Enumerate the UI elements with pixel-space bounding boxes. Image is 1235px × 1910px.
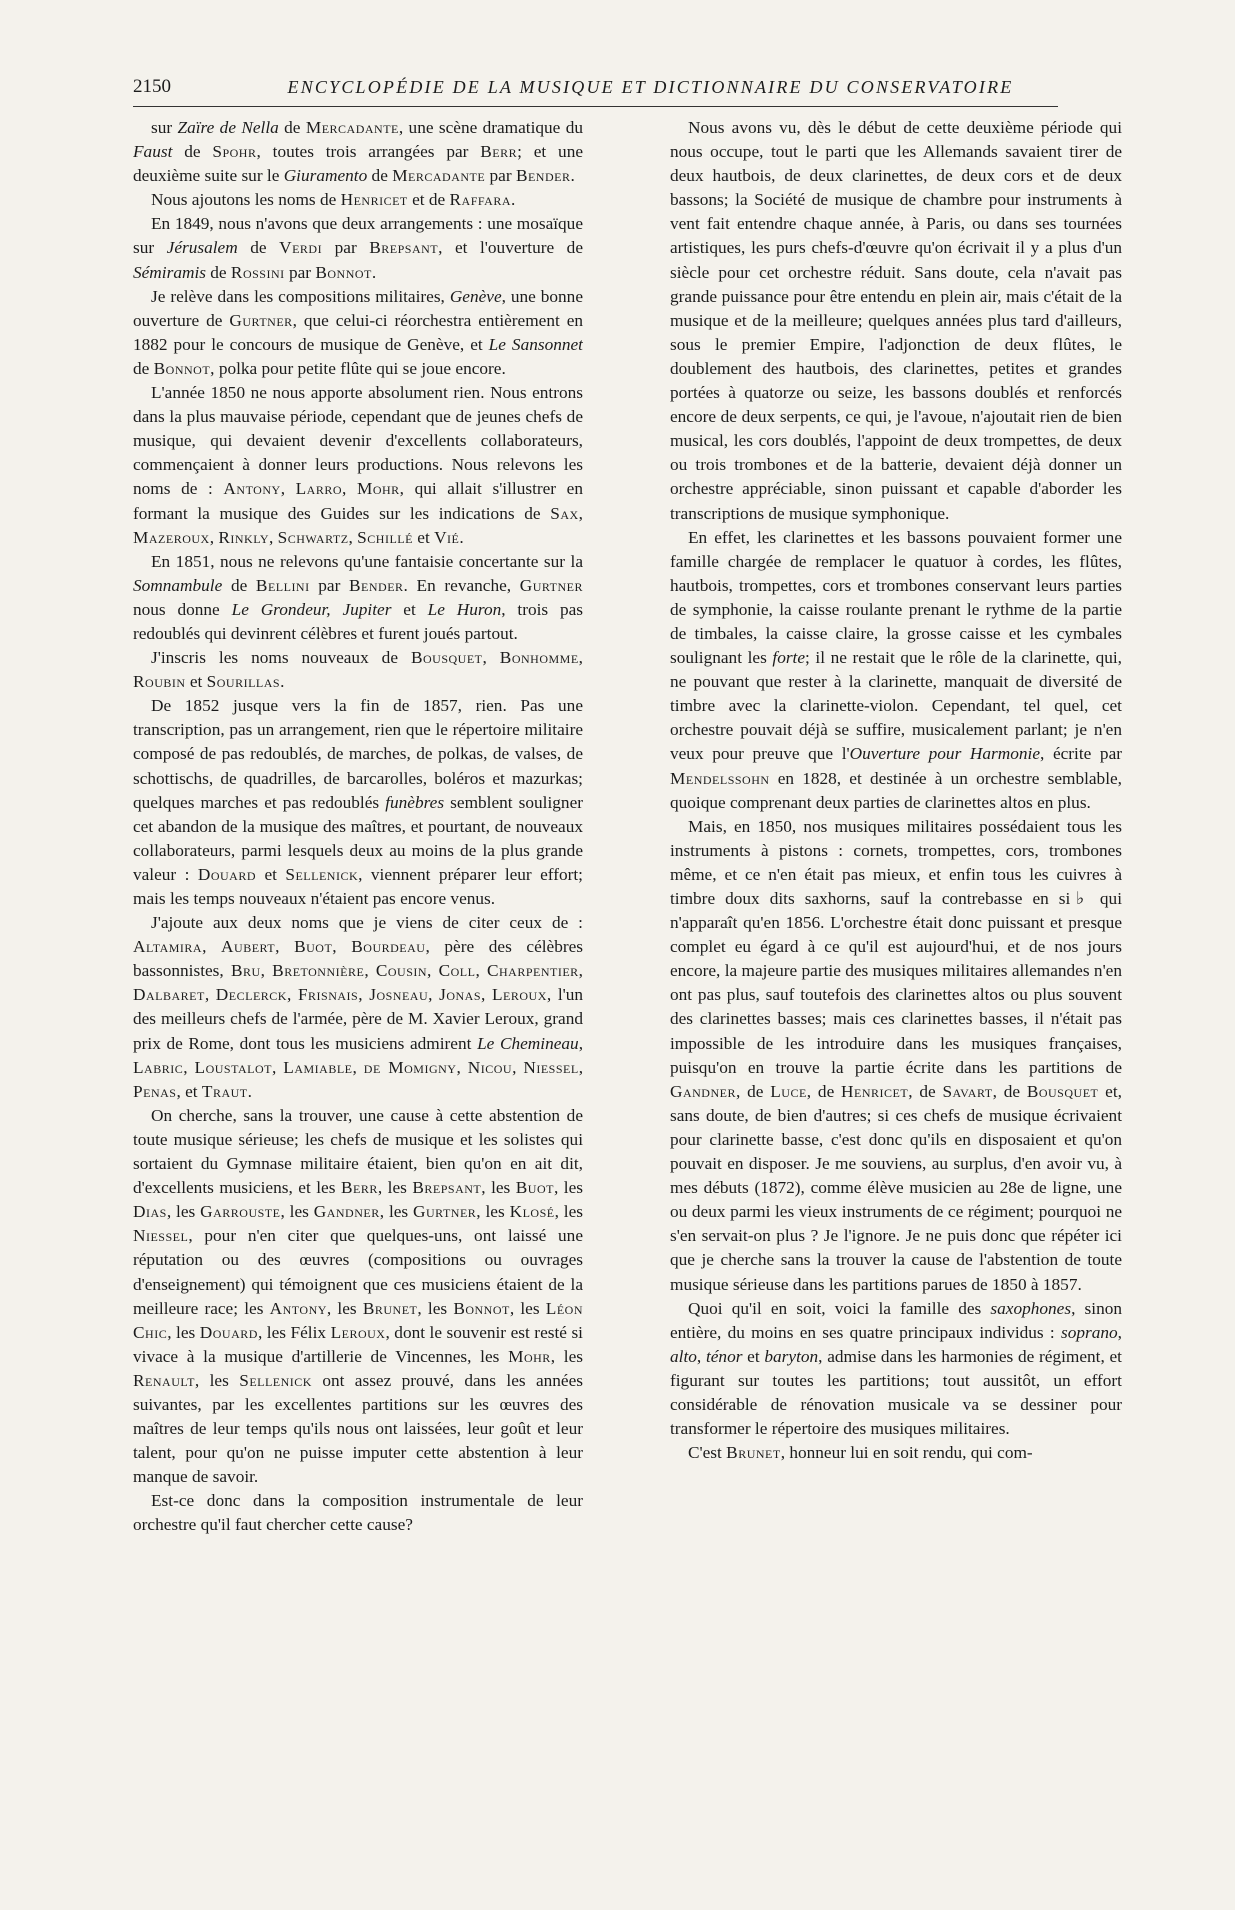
text-run: , (481, 985, 492, 1005)
proper-name: Gurtner (519, 575, 583, 595)
text-run: , (456, 1057, 468, 1077)
proper-name: Bonhomme (499, 648, 579, 668)
proper-name: Spohr (212, 142, 257, 162)
text-run: Quoi qu'il en soit, voici la famille des (688, 1298, 991, 1318)
right-column (670, 116, 1122, 1896)
proper-name: Rinkly (218, 527, 269, 547)
italic-title: saxophones (990, 1298, 1072, 1318)
proper-name: Douard (199, 1322, 258, 1342)
proper-name: Douard (197, 864, 257, 884)
text-run: de (133, 358, 154, 378)
text-run: de (237, 238, 280, 258)
text-run: En effet, les clarinettes et les bassons pouvaient former une famille chargée de remplacer le quatuor à cordes, les flûtes, hautbois, trompettes, cors et trombones conservant leurs parties de symphonie, la caisse roulante prenant le rythme de la partie de timbales, la caisse claire, la grosse caisse et les cymbales soulignant les (670, 527, 1122, 668)
proper-name: Bender (349, 575, 404, 595)
proper-name: Raffara (449, 190, 511, 210)
proper-name: Luce (770, 1081, 807, 1101)
proper-name: Gurtner (229, 310, 293, 330)
text-run: , les (379, 1202, 414, 1222)
paragraph (133, 1489, 583, 1537)
proper-name: Niessel (523, 1057, 579, 1077)
italic-title: Zaïre de Nella (177, 118, 279, 137)
text-run: , (428, 985, 440, 1005)
text-run: J'inscris les noms nouveaux de (151, 648, 411, 668)
proper-name: Coll (438, 961, 476, 981)
proper-name: Jonas (439, 985, 482, 1005)
paragraph (133, 116, 583, 188)
text-run: Je relève dans les compositions militaires, (151, 286, 450, 306)
text-run: . (280, 672, 285, 692)
text-run: Nous ajoutons les noms de (151, 190, 341, 210)
proper-name: Leroux (330, 1322, 386, 1342)
text-run: , (271, 1057, 284, 1077)
text-run: On cherche, sans la trouver, une cause à cette abstention de toute musique sérieuse; les chefs de musique et les solistes qui sortaient du Gymnase militaire étaient, bien qu'on en ait dit, d'excellents musiciens, et les (133, 1105, 583, 1198)
text-run: L'année 1850 ne nous apporte absolument rien. Nous entrons dans la plus mauvaise période, cependant que de jeunes chefs de musique, qui devaient devenir d'excellents collaborateurs, commençaient à donner leurs productions. Nous relevons les noms de : (133, 383, 583, 499)
italic-title: baryton (764, 1346, 819, 1366)
italic-title: Genève (449, 286, 502, 306)
page-header (133, 76, 1058, 107)
text-run: de (205, 262, 231, 282)
text-run: , les (167, 1322, 200, 1342)
italic-title: forte (772, 648, 806, 668)
proper-name: Mercadante (392, 166, 486, 186)
proper-name: Josneau (369, 985, 429, 1005)
text-run: par (309, 575, 350, 595)
italic-title: Somnambule (133, 575, 223, 595)
paragraph (670, 526, 1122, 815)
text-run: , (280, 479, 296, 499)
proper-name: Bonnot (315, 262, 372, 282)
text-run: . (511, 190, 516, 210)
italic-title: Le Sansonnet (488, 334, 583, 354)
text-run: , (204, 985, 216, 1005)
text-run: , de (806, 1081, 842, 1101)
text-run: , les (553, 1178, 583, 1198)
proper-name: Schwartz (277, 527, 349, 547)
proper-name: Frisnais (297, 985, 359, 1005)
running-title: ENCYCLOPÉDIE DE LA MUSIQUE ET DICTIONNAIRE DU CONSERVATOIRE (287, 77, 1014, 97)
paragraph (133, 911, 583, 1104)
text-run: , une bonne ouverture de (133, 286, 583, 330)
text-run: , (512, 1057, 524, 1077)
proper-name: Leroux (492, 985, 547, 1005)
text-run: , (578, 648, 583, 668)
text-run: , (209, 527, 219, 547)
proper-name: Antony (269, 1298, 327, 1318)
text-run: par (322, 238, 370, 258)
text-run: . (570, 166, 575, 186)
proper-name: Antony (223, 479, 281, 499)
proper-name: Brepsant (412, 1178, 482, 1198)
text-run: , (342, 479, 357, 499)
text-run: , (260, 961, 273, 981)
text-run: nous donne (133, 599, 232, 619)
proper-name: Sax (550, 503, 579, 523)
text-run: , l'un des meilleurs chefs de l'armée, père de M. Xavier Leroux, grand prix de Rome, dont tous les musiciens admirent (133, 985, 583, 1053)
italic-title: ténor (705, 1346, 743, 1366)
proper-name: Declerck (215, 985, 287, 1005)
text-run: , les (326, 1298, 363, 1318)
paragraph (133, 285, 583, 381)
paragraph (133, 646, 583, 694)
text-run: , sinon entière, du moins en ses quatre principaux individus : (670, 1298, 1122, 1342)
italic-title: Le Huron (427, 599, 502, 619)
proper-name: Bousquet (410, 648, 483, 668)
proper-name: Mohr (508, 1346, 551, 1366)
text-run: , (427, 961, 439, 981)
italic-title: funèbres (385, 792, 445, 812)
text-run: , pour n'en citer que quelques-uns, ont laissé une réputation ou des œuvres (compositions ou ouvrages d'enseignement) qui témoignent que ces musiciens étaient de la meilleure race; les (133, 1226, 583, 1318)
text-run: Nous avons vu, dès le début de cette deuxième période qui nous occupe, tout le parti que les Allemands savaient tirer de deux hautbois, de deux clarinettes, de deux cors et de deux bassons; la Société de musique de chambre pour instruments à vent fait entendre chaque année, à Paris, ou dans ses tournées artistiques, les purs chefs-d'œuvre qu'on écrivait il y a plus d'un siècle pour cet orchestre réduit. Sans doute, cela n'avait pas grande puissance pour être entendu en plein air, mais c'était de la musique et de la meilleure; quelques années plus tard d'ailleurs, sous le premier Empire, l'adjonction de deux flûtes, le doublement des hautbois, des clarinettes, petites et grandes portées à quatorze ou seize, les bassons doublés et renforcés encore de deux serpents, ce qui, je l'avoue, n'ajoutait rien de bien musical, les cors doublés, l'appoint de deux trompettes, de deux ou trois trombones et de la batterie, devaient déjà donner un orchestre appréciable, sinon puissant et capable d'aborder les transcriptions de musique symphonique. (670, 118, 1122, 523)
proper-name: Mazeroux (133, 527, 210, 547)
proper-name: Cousin (375, 961, 428, 981)
proper-name: Penas (133, 1081, 177, 1101)
text-run: semblent souligner cet abandon de la musique des maîtres, et pourtant, de nouveaux collaborateurs, parmi lesquels deux au moins de la plus grande valeur : (133, 792, 583, 884)
proper-name: Sellenick (285, 864, 359, 884)
paragraph (133, 550, 583, 646)
proper-name: Labric (133, 1057, 184, 1077)
proper-name: Berr (340, 1178, 378, 1198)
text-run: , trois pas redoublés qui devinrent célèbres et furent joués partout. (133, 599, 583, 643)
proper-name: Klosé (509, 1202, 555, 1222)
proper-name: Sourillas (206, 672, 281, 692)
text-run: et (742, 1346, 765, 1366)
text-run: , (183, 1057, 195, 1077)
text-run: , père des célèbres bassonnistes, (133, 937, 583, 981)
proper-name: Lamiable (283, 1057, 353, 1077)
text-run: De 1852 jusque vers la fin de 1857, rien. Pas une transcription, pas un arrangement, rien que le répertoire militaire composé de pas redoublés, de marches, de polkas, de valses, de schottischs, de quadrilles, de barcarolles, boléros et mazurkas; quelques marches et pas redoublés (133, 696, 583, 812)
text-run: , et (176, 1081, 202, 1101)
text-run: , de (735, 1081, 771, 1101)
text-run: , (364, 961, 376, 981)
proper-name: Sellenick (239, 1370, 312, 1390)
text-run: , (578, 1057, 583, 1077)
proper-name: Charpentier (486, 961, 579, 981)
text-run: et (391, 599, 428, 619)
paragraph (133, 381, 583, 550)
proper-name: Dalbaret (133, 985, 205, 1005)
text-run: , (275, 937, 295, 957)
text-run: , de (908, 1081, 943, 1101)
proper-name: Gurtner (413, 1202, 477, 1222)
text-run: , (475, 961, 487, 981)
text-run: , (696, 1346, 706, 1366)
proper-name: Nicou (467, 1057, 513, 1077)
italic-title: alto (670, 1346, 697, 1366)
text-run: ont assez prouvé, dans les années suivantes, par les excellentes partitions sur les œuvres des maîtres de leur temps qu'ils nous ont laissées, leur goût et leur talent, pour qu'on ne puisse imputer cette abstention à leur manque de savoir. (133, 1370, 583, 1487)
text-run: , écrite par (1040, 744, 1122, 764)
proper-name: Brunet (362, 1298, 418, 1318)
text-run: ; et une deuxième suite sur le (133, 142, 583, 186)
text-run: , (332, 937, 352, 957)
proper-name: Garrouste (200, 1202, 281, 1222)
text-run: , dont le souvenir est resté si vivace à la musique d'artillerie de Vincennes, les (133, 1322, 583, 1366)
text-run: , (358, 985, 370, 1005)
proper-name: Bender (515, 166, 571, 186)
text-run: , les (417, 1298, 454, 1318)
text-run: C'est (688, 1443, 727, 1463)
proper-name: Bonnot (453, 1298, 510, 1318)
italic-title: soprano (1061, 1322, 1118, 1342)
text-run: et (412, 527, 435, 547)
text-run: , admise dans les harmonies de régiment, et figurant sur toutes les partitions; tout aussitôt, un effort considérable de rénovation musicale va se dessiner pour transformer le répertoire des musiques militaires. (670, 1346, 1122, 1439)
text-run: , une scène dramatique du (398, 118, 583, 137)
paragraph (670, 1441, 1122, 1465)
text-run: ; il ne restait que le rôle de la clarinette, qui, ne pouvant que rester à la clarinette, manquait de diversité de timbre avec la clarinette-violon. Cependant, tel quel, cet orchestre pouvait déjà se suffire, musicalement parlant; je n'en veux pour preuve que l' (670, 648, 1122, 764)
text-run: , (578, 503, 583, 523)
text-run: Est-ce donc dans la composition instrumentale de leur orchestre qu'il faut chercher cette cause? (133, 1491, 583, 1535)
text-run: , (269, 527, 278, 547)
proper-name: Loustalot (194, 1057, 272, 1077)
proper-name: Buot (294, 937, 333, 957)
text-run: , honneur lui en soit rendu, qui com- (780, 1443, 1033, 1463)
text-run: . (247, 1081, 252, 1101)
text-run: et (256, 864, 286, 884)
proper-name: Bourdeau (351, 937, 426, 957)
proper-name: Mendelssohn (670, 768, 770, 788)
text-run: par (284, 262, 316, 282)
text-run: , (578, 1033, 583, 1053)
text-run: , les (194, 1370, 240, 1390)
italic-title: Le Grondeur, Jupiter (231, 599, 392, 619)
text-run: sur (151, 118, 178, 137)
proper-name: Bellini (255, 575, 310, 595)
text-run: . En revanche, (403, 575, 520, 595)
proper-name: Bretonnière (272, 961, 365, 981)
paragraph (670, 1297, 1122, 1442)
text-run: En 1849, nous n'avons que deux arrangements : une mosaïque sur (133, 214, 583, 258)
paragraph (133, 188, 583, 212)
paragraph (133, 212, 583, 284)
text-run: et, sans doute, de bien d'autres; si ces chefs de musique écrivaient pour clarinette basse, c'est donc qu'ils en disposaient et qu'on pouvait en disposer. Je me souviens, au surplus, d'en avoir vu, à mes débuts (1872), comme élève musicien au 28e de ligne, une ou deux parmi les vieux instruments de ce régiment; pourquoi ne s'en servait-on plus ? Je l'ignore. Je ne puis donc que répéter ici que je cherche sans la trouver la cause de l'abstention de toute musique sérieuse dans les partitions parues de 1850 à 1857. (670, 1081, 1122, 1294)
text-run: , qui allait s'illustrer en formant la musique des Guides sur les indications de (133, 479, 583, 523)
text-run: En 1851, nous ne relevons qu'une fantaisie concertante sur la (151, 551, 583, 571)
text-run: . (371, 262, 377, 282)
proper-name: Brunet (726, 1443, 781, 1463)
text-run: , de (992, 1081, 1027, 1101)
text-run: de (172, 142, 213, 162)
proper-name: Rossini (230, 262, 285, 282)
proper-name: Savart (942, 1081, 993, 1101)
text-run: de (278, 118, 306, 137)
proper-name: Mohr (356, 479, 400, 499)
text-run: , les Félix (257, 1322, 331, 1342)
italic-title: Faust (133, 142, 173, 162)
text-run: par (485, 166, 516, 186)
text-run: , les (509, 1298, 546, 1318)
page-number: 2150 (133, 76, 171, 97)
italic-title: Jérusalem (166, 238, 238, 258)
text-run: , polka pour petite flûte qui se joue encore. (210, 358, 506, 378)
text-run: , les (377, 1178, 413, 1198)
text-run: , (348, 527, 358, 547)
text-run: , toutes trois arrangées par (256, 142, 481, 162)
text-run: , les (166, 1202, 201, 1222)
proper-name: Léon Chic (133, 1298, 583, 1342)
proper-name: Dias (133, 1202, 167, 1222)
proper-name: Brepsant (369, 238, 439, 258)
text-run: de (367, 166, 393, 186)
proper-name: Altamira (133, 937, 203, 957)
proper-name: Gandner (313, 1202, 380, 1222)
text-run: de (222, 575, 256, 595)
proper-name: Buot (515, 1178, 554, 1198)
text-run: , (202, 937, 222, 957)
text-run: , (578, 961, 583, 981)
text-run: , les (280, 1202, 314, 1222)
proper-name: Bonnot (153, 358, 211, 378)
text-run: , que celui-ci réorchestra entièrement en 1882 pour le concours de musique de Genève, et (133, 310, 583, 354)
text-run: , (286, 985, 298, 1005)
proper-name: Bousquet (1026, 1081, 1099, 1101)
proper-name: Bru (230, 961, 261, 981)
italic-title: Giuramento (283, 166, 368, 186)
text-run: en 1828, et destinée à un orchestre semblable, quoique comprenant deux parties de clarinettes altos en plus. (670, 768, 1122, 812)
proper-name: Vié (434, 527, 460, 547)
proper-name: Renault (133, 1370, 195, 1390)
proper-name: Berr (480, 142, 518, 162)
text-run: , (1117, 1322, 1122, 1342)
italic-title: Le Chemineau (477, 1033, 579, 1053)
text-run: , (352, 1057, 364, 1077)
proper-name: de Momigny (363, 1057, 457, 1077)
left-column (133, 116, 583, 1896)
proper-name: Henricet (340, 190, 408, 210)
text-run: Mais, en 1850, nos musiques militaires possédaient tous les instruments à pistons : cornets, trompettes, cors, trombones même, et ce n'en était pas mieux, et enfin tous les cuivres à timbre doux dits saxhorns, sauf la contrebasse en si♭ qui n'apparaît qu'en 1856. L'orchestre était donc puissant et presque complet eu égard à ce qu'il est aujourd'hui, et de nos jours encore, la majeure partie des musiques militaires allemandes n'en ont pas plus, sauf toutefois des clarinettes altos ou plus souvent des clarinettes basses; mais ces clarinettes basses, il n'était pas impossible de les introduire dans les musiques françaises, puisqu'on en trouve la partie écrite dans les partitions de (670, 816, 1122, 1077)
italic-title: Sémiramis (133, 262, 206, 282)
paragraph (670, 815, 1122, 1297)
text-run: , les (550, 1346, 583, 1366)
text-run: et de (407, 190, 450, 210)
proper-name: Larro (295, 479, 343, 499)
text-run: , et l'ouverture de (438, 238, 583, 258)
proper-name: Traut (201, 1081, 248, 1101)
proper-name: Mercadante (305, 118, 399, 137)
text-run: , (482, 648, 500, 668)
text-run: . (459, 527, 464, 547)
proper-name: Roubin (133, 672, 186, 692)
paragraph (133, 694, 583, 911)
proper-name: Henricet (841, 1081, 909, 1101)
text-run: , viennent préparer leur effort; mais les temps nouveaux n'étaient pas encore venus. (133, 864, 583, 908)
proper-name: Aubert (221, 937, 276, 957)
text-run: , les (554, 1202, 583, 1222)
text-run: et (185, 672, 207, 692)
text-run: , les (481, 1178, 516, 1198)
italic-title: Ouverture pour Harmonie (849, 744, 1040, 764)
proper-name: Gandner (670, 1081, 736, 1101)
paragraph (133, 1104, 583, 1490)
proper-name: Schillé (357, 527, 413, 547)
paragraph (670, 116, 1122, 526)
text-run: , les (476, 1202, 510, 1222)
proper-name: Verdi (279, 238, 323, 258)
proper-name: Niessel (133, 1226, 189, 1246)
text-run: J'ajoute aux deux noms que je viens de citer ceux de : (151, 913, 583, 933)
